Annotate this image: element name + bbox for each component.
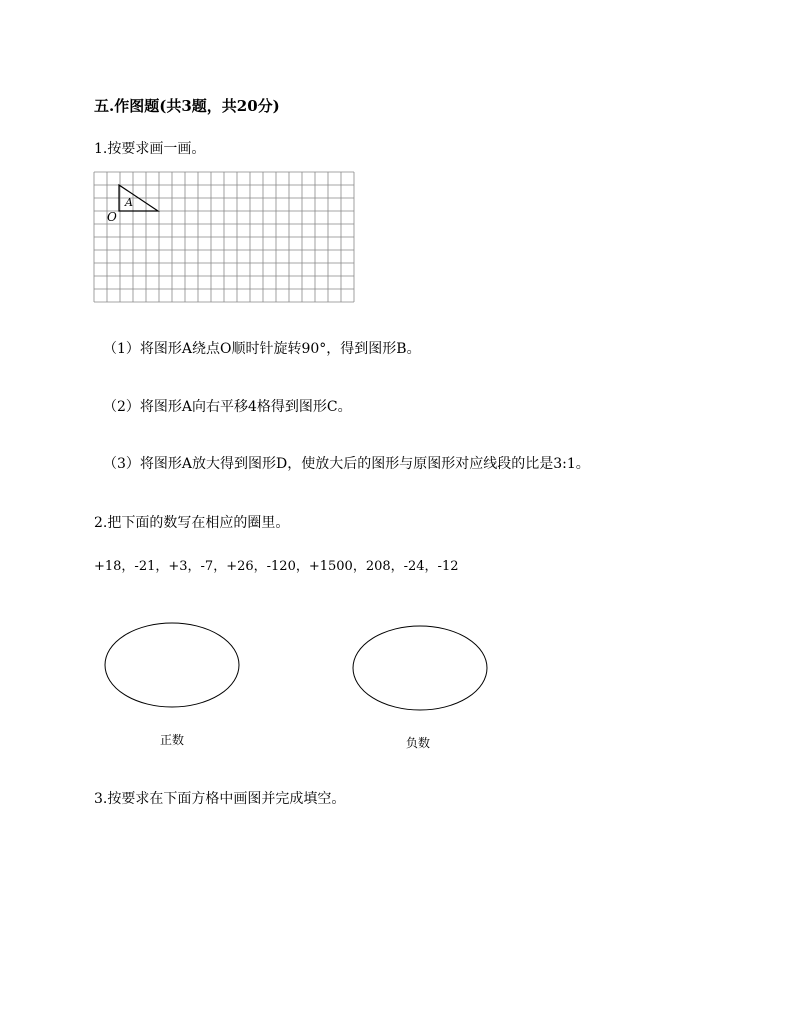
negative-oval [353,626,487,710]
q2-numbers: +18，-21，+3，-7，+26，-120，+1500，208，-24，-12 [94,559,459,574]
q1-title: 1.按要求画一画。 [94,141,206,157]
section-title: 五.作图题(共3题，共20分) [94,97,280,115]
positive-label: 正数 [160,733,185,747]
q2-title: 2.把下面的数写在相应的圈里。 [94,515,290,531]
q3-title: 3.按要求在下面方格中画图并完成填空。 [94,791,346,807]
q1-part-2: （2）将图形A向右平移4格得到图形C。 [103,399,352,415]
negative-label: 负数 [406,736,431,750]
label-a: A [125,196,133,209]
positive-oval [105,623,239,707]
label-o: O [107,210,117,224]
q1-part-3: （3）将图形A放大得到图形D，使放大后的图形与原图形对应线段的比是3:1。 [103,456,590,472]
q1-part-1: （1）将图形A绕点O顺时针旋转90°，得到图形B。 [103,341,421,357]
